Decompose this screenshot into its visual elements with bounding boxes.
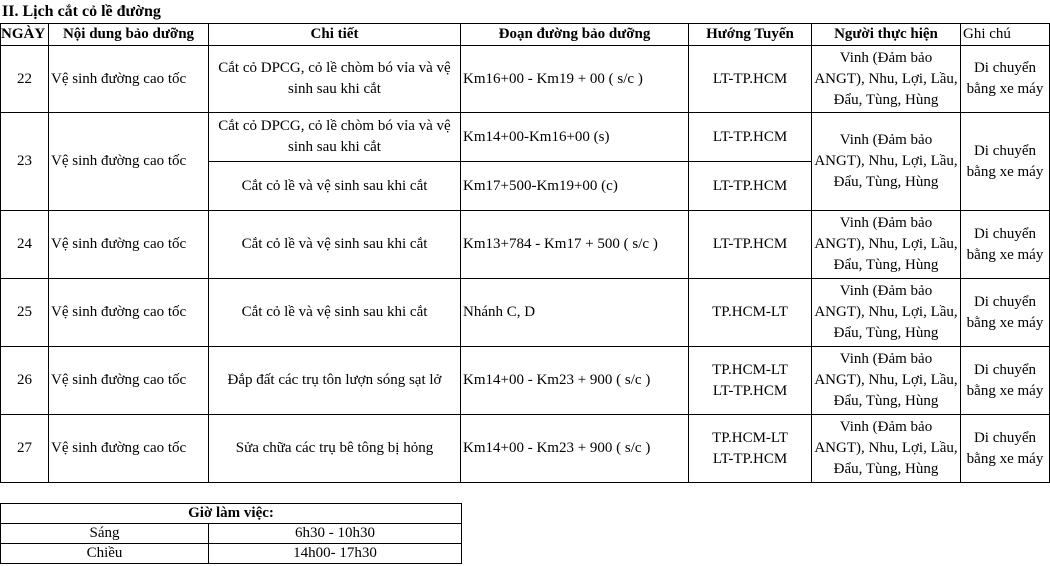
header-detail: Chi tiết — [209, 24, 461, 46]
detail-cell: Sửa chữa các trụ bê tông bị hỏng — [209, 415, 461, 483]
note-cell: Di chuyển bằng xe máy — [961, 279, 1050, 347]
content-cell: Vệ sinh đường cao tốc — [49, 211, 209, 279]
table-row — [1, 113, 1050, 162]
morning-label: Sáng — [1, 524, 209, 544]
header-row — [1, 24, 1050, 46]
note-cell: Di chuyển bằng xe máy — [961, 415, 1050, 483]
executor-cell: Vinh (Đảm bảo ANGT), Nhu, Lợi, Lầu, Đẩu, Tùng, Hùng — [812, 211, 961, 279]
segment-cell: Km14+00-Km16+00 (s) — [461, 113, 689, 162]
direction-line: TP.HCM-LT — [712, 429, 788, 446]
note-cell: Di chuyển bằng xe máy — [961, 211, 1050, 279]
note-cell: Di chuyển bằng xe máy — [961, 347, 1050, 415]
day-cell: 26 — [1, 347, 49, 415]
day-cell: 27 — [1, 415, 49, 483]
detail-cell: Cắt cỏ lề và vệ sinh sau khi cắt — [209, 279, 461, 347]
note-cell: Di chuyển bằng xe máy — [961, 113, 1050, 211]
direction-cell — [689, 347, 812, 415]
table-row — [1, 46, 1050, 113]
direction-line: TP.HCM-LT — [712, 361, 788, 378]
table-row — [1, 279, 1050, 347]
executor-cell: Vinh (Đảm bảo ANGT), Nhu, Lợi, Lầu, Đẩu, Tùng, Hùng — [812, 46, 961, 113]
content-cell: Vệ sinh đường cao tốc — [49, 415, 209, 483]
content-cell: Vệ sinh đường cao tốc — [49, 279, 209, 347]
content-cell: Vệ sinh đường cao tốc — [49, 46, 209, 113]
grass-cutting-schedule-table — [0, 23, 1050, 483]
day-cell: 25 — [1, 279, 49, 347]
content-cell: Vệ sinh đường cao tốc — [49, 347, 209, 415]
day-cell: 24 — [1, 211, 49, 279]
table-row — [1, 415, 1050, 483]
note-cell: Di chuyển bằng xe máy — [961, 46, 1050, 113]
direction-cell: LT-TP.HCM — [689, 211, 812, 279]
detail-cell: Cắt cỏ DPCG, cỏ lề chòm bó vỉa và vệ sinh sau khi cắt — [209, 113, 461, 162]
header-content: Nội dung bảo dưỡng — [49, 24, 209, 46]
segment-cell: Nhánh C, D — [461, 279, 689, 347]
detail-cell: Cắt cỏ DPCG, cỏ lề chòm bó vỉa và vệ sinh sau khi cắt — [209, 46, 461, 113]
segment-cell: Km14+00 - Km23 + 900 ( s/c ) — [461, 415, 689, 483]
table-row — [1, 347, 1050, 415]
segment-cell: Km14+00 - Km23 + 900 ( s/c ) — [461, 347, 689, 415]
executor-cell: Vinh (Đảm bảo ANGT), Nhu, Lợi, Lầu, Đẩu, Tùng, Hùng — [812, 279, 961, 347]
header-segment: Đoạn đường bảo dưỡng — [461, 24, 689, 46]
segment-cell: Km16+00 - Km19 + 00 ( s/c ) — [461, 46, 689, 113]
working-hours-header: Giờ làm việc: — [1, 504, 462, 524]
executor-cell: Vinh (Đảm bảo ANGT), Nhu, Lợi, Lầu, Đẩu, Tùng, Hùng — [812, 113, 961, 211]
executor-cell: Vinh (Đảm bảo ANGT), Nhu, Lợi, Lầu, Đẩu, Tùng, Hùng — [812, 347, 961, 415]
detail-cell: Cắt cỏ lề và vệ sinh sau khi cắt — [209, 211, 461, 279]
direction-cell: TP.HCM-LT — [689, 279, 812, 347]
header-executor: Người thực hiện — [812, 24, 961, 46]
header-note: Ghi chú — [961, 24, 1050, 46]
direction-cell: LT-TP.HCM — [689, 162, 812, 211]
header-direction: Hướng Tuyến — [689, 24, 812, 46]
header-day: NGÀY — [1, 24, 49, 46]
content-cell: Vệ sinh đường cao tốc — [49, 113, 209, 211]
direction-line: LT-TP.HCM — [712, 450, 788, 467]
direction-cell: LT-TP.HCM — [689, 113, 812, 162]
direction-line: LT-TP.HCM — [712, 382, 788, 399]
table-row — [1, 211, 1050, 279]
detail-cell: Đắp đất các trụ tôn lượn sóng sạt lở — [209, 347, 461, 415]
section-title: II. Lịch cắt cỏ lề đường — [2, 3, 161, 20]
day-cell: 22 — [1, 46, 49, 113]
segment-cell: Km17+500-Km19+00 (c) — [461, 162, 689, 211]
morning-time: 6h30 - 10h30 — [209, 524, 462, 544]
day-cell: 23 — [1, 113, 49, 211]
direction-cell — [689, 415, 812, 483]
afternoon-time: 14h00- 17h30 — [209, 544, 462, 564]
direction-cell: LT-TP.HCM — [689, 46, 812, 113]
segment-cell: Km13+784 - Km17 + 500 ( s/c ) — [461, 211, 689, 279]
afternoon-label: Chiều — [1, 544, 209, 564]
working-hours-table — [0, 503, 462, 564]
detail-cell: Cắt cỏ lề và vệ sinh sau khi cắt — [209, 162, 461, 211]
executor-cell: Vinh (Đảm bảo ANGT), Nhu, Lợi, Lầu, Đẩu, Tùng, Hùng — [812, 415, 961, 483]
